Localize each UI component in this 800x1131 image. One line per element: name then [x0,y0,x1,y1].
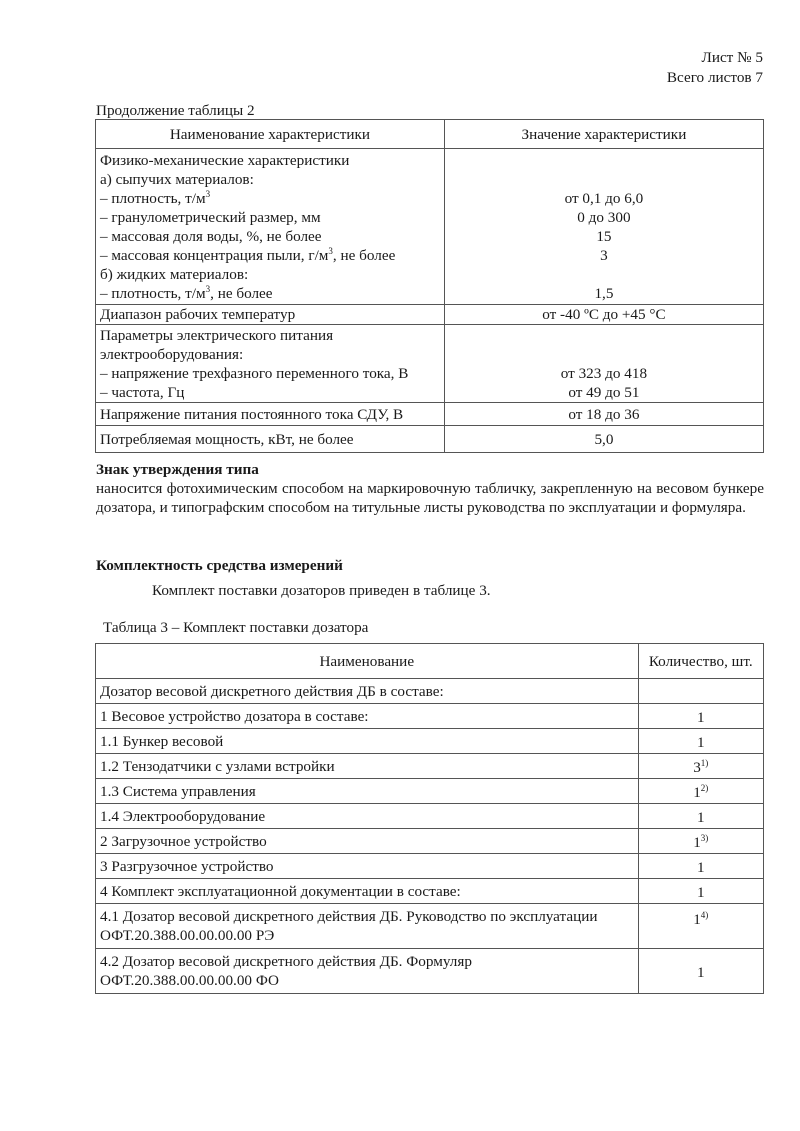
type-approval-section [96,460,764,517]
value-line: от 49 до 51 [568,384,640,401]
text-line: – частота, Гц [100,384,185,401]
text-line: б) жидких материалов: [100,266,249,283]
characteristic-name: Напряжение питания постоянного тока СДУ, В [96,403,445,426]
text-line: ОФТ.20.388.00.00.00.00 ФО [100,972,279,989]
text-line: 4.1 Дозатор весовой дискретного действия ДБ. Руководство по эксплуатации [100,908,598,925]
table-row [96,149,764,305]
completeness-text: Комплект поставки дозаторов приведен в таблице 3. [152,582,491,599]
item-name [96,949,639,994]
item-name: 1.3 Система управления [96,779,639,804]
section-heading: Комплектность средства измерений [96,557,343,574]
value-line: 3 [600,247,608,264]
item-name: 2 Загрузочное устройство [96,829,639,854]
characteristic-value [444,149,763,305]
section-heading: Знак утверждения типа [96,461,259,478]
item-quantity: 1 [638,804,764,829]
item-quantity: 1$^{2)}$ [638,779,764,804]
table-row [96,426,764,453]
characteristic-name [96,325,445,403]
sheet-total: Всего листов 7 [666,69,763,86]
table-row [96,754,764,779]
table-header-row [96,120,764,149]
table-row [96,904,764,949]
text-line: – гранулометрический размер, мм [100,209,321,226]
item-name: 4 Комплект эксплуатационной документации в составе: [96,879,639,904]
page-header [667,48,763,88]
item-name: 1.1 Бункер весовой [96,729,639,754]
value-line: 0 до 300 [577,209,631,226]
sheet-number: Лист № 5 [701,49,763,66]
text-line: электрооборудования: [100,346,244,363]
table-row [96,829,764,854]
item-quantity [638,679,764,704]
item-quantity: 1 [638,854,764,879]
text-line: Физико-механические характеристики [100,152,350,169]
text-line: – плотность, $т/м^3$ [100,189,211,207]
delivery-set-table [95,643,764,994]
item-name [96,904,639,949]
value-line: от 323 до 418 [560,365,648,382]
table2-caption: Продолжение таблицы 2 [96,102,255,119]
table-row [96,305,764,325]
characteristic-name: Диапазон рабочих температур [96,305,445,325]
table-row [96,949,764,994]
item-name: Дозатор весовой дискретного действия ДБ в составе: [96,679,639,704]
column-header: Наименование характеристики [96,120,445,149]
table-row [96,879,764,904]
text-line: а) сыпучих материалов: [100,171,254,188]
value-line: 15 [596,228,612,245]
characteristic-value: 5,0 [444,426,763,453]
item-name: 1 Весовое устройство дозатора в составе: [96,704,639,729]
table-row [96,854,764,879]
section-text: наносится фотохимическим способом на маркировочную табличку, закрепленную на весовом бункере дозатора, и типографским способом на титульные листы руководства по эксплуатации и формуляра. [96,480,764,516]
item-name: 1.4 Электрооборудование [96,804,639,829]
column-header: Количество, шт. [638,644,764,679]
item-quantity: 1 [638,704,764,729]
table-header-row [96,644,764,679]
table-row [96,804,764,829]
column-header: Наименование [96,644,639,679]
value-line: от 0,1 до 6,0 [564,190,644,207]
item-quantity: 1 [638,729,764,754]
item-quantity: 1$^{3)}$ [638,829,764,854]
text-line: – напряжение трехфазного переменного тока, В [100,365,409,382]
characteristic-name: Потребляемая мощность, кВт, не более [96,426,445,453]
table-row [96,679,764,704]
characteristic-name [96,149,445,305]
characteristic-value: от 18 до 36 [444,403,763,426]
item-quantity: 1 [638,949,764,994]
table-row [96,729,764,754]
table-row [96,325,764,403]
text-line: Параметры электрического питания [100,327,334,344]
item-quantity: 1 [638,879,764,904]
text-line: – массовая концентрация пыли, $г/м^3$, не более [100,246,396,264]
table-row [96,779,764,804]
value-line: 1,5 [594,285,614,302]
text-line: 4.2 Дозатор весовой дискретного действия ДБ. Формуляр [100,953,472,970]
characteristic-value [444,325,763,403]
text-line: – массовая доля воды, %, не более [100,228,322,245]
item-quantity: 3$^{1)}$ [638,754,764,779]
text-line: ОФТ.20.388.00.00.00.00 РЭ [100,927,275,944]
table-row [96,403,764,426]
item-name: 1.2 Тензодатчики с узлами встройки [96,754,639,779]
item-quantity: 1$^{4)}$ [638,904,764,949]
characteristics-table [95,119,764,453]
table3-caption: Таблица 3 – Комплект поставки дозатора [103,619,369,636]
characteristic-value: от -40 ºС до +45 °С [444,305,763,325]
column-header: Значение характеристики [444,120,763,149]
item-name: 3 Разгрузочное устройство [96,854,639,879]
table-row [96,704,764,729]
text-line: – плотность, $т/м^3$, не более [100,284,273,302]
completeness-section [96,556,764,575]
